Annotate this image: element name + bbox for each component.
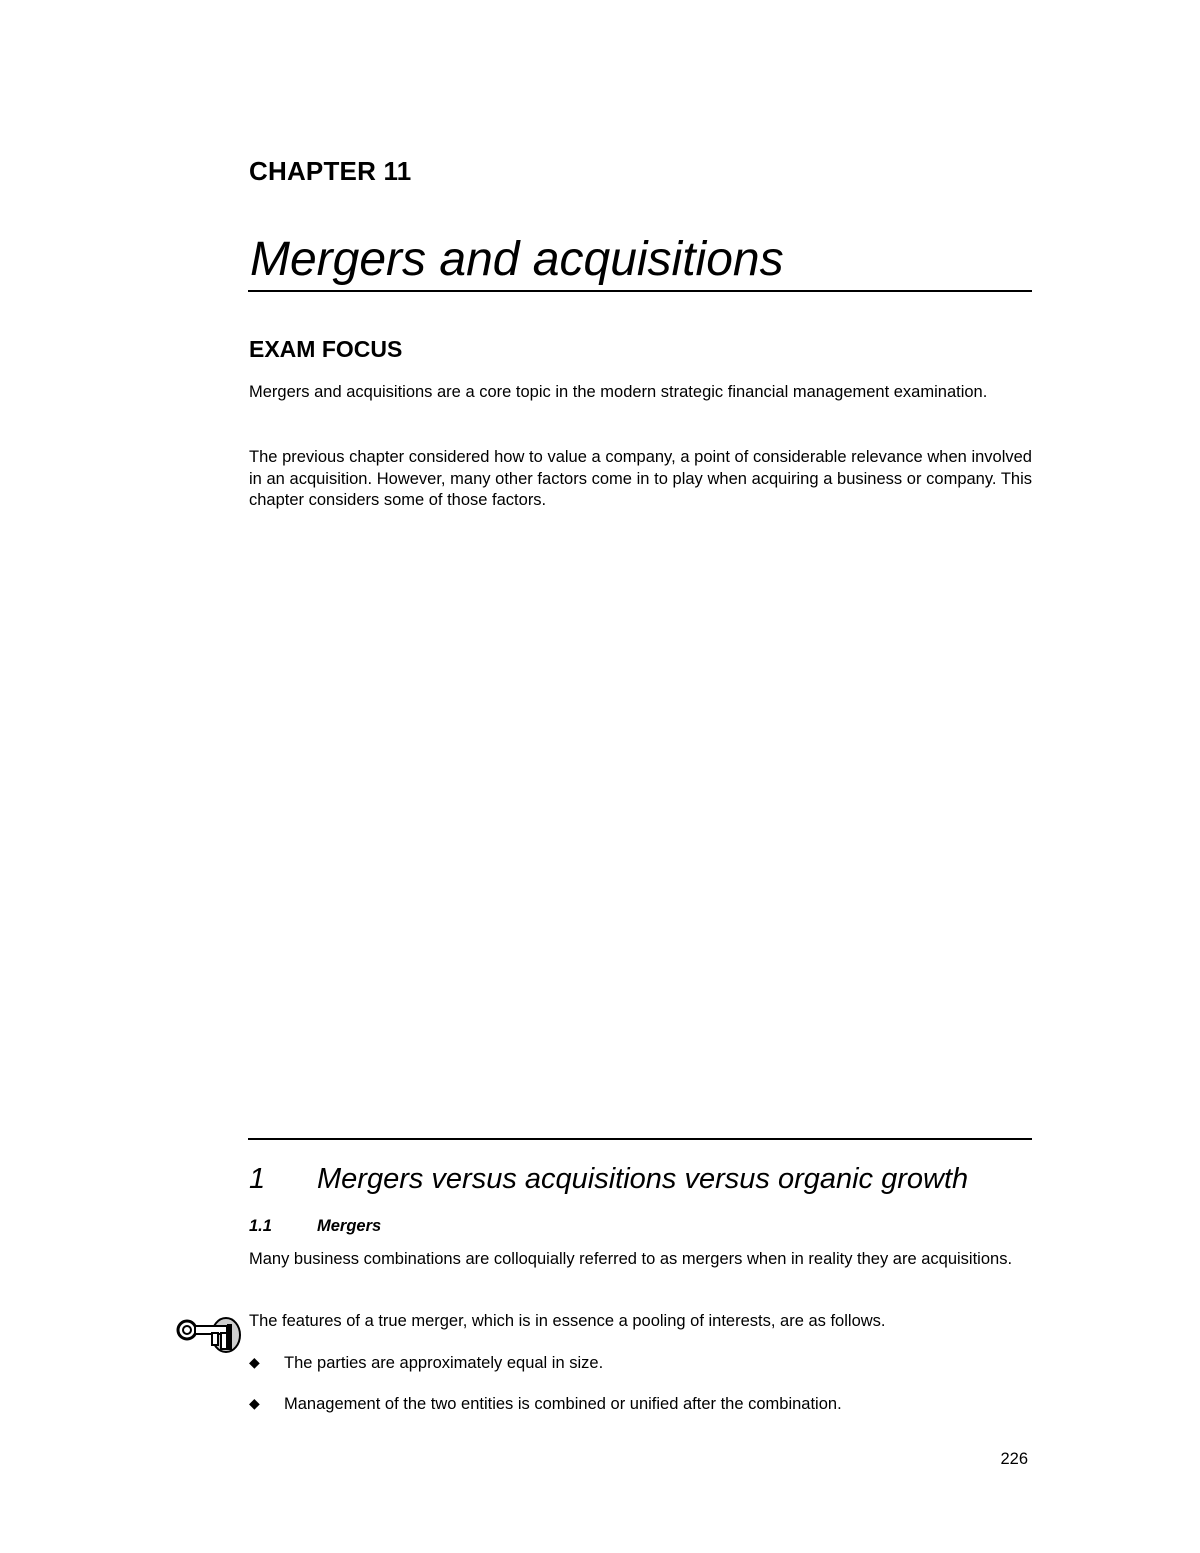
section-heading [249,1163,968,1196]
section-divider [248,1138,1032,1140]
list-item-text: Management of the two entities is combined or unified after the combination. [284,1395,842,1413]
section-number: 1 [249,1163,266,1195]
list-item-text: The parties are approximately equal in size. [284,1354,604,1372]
chapter-label: CHAPTER 11 [249,156,412,186]
chapter-title: Mergers and acquisitions [250,233,784,286]
title-divider [248,290,1032,292]
diamond-bullet-icon: ◆ [249,1354,260,1370]
page-number: 226 [1000,1450,1028,1468]
section-title: Mergers versus acquisitions versus organic growth [317,1163,969,1195]
exam-focus-heading: EXAM FOCUS [249,336,403,362]
exam-focus-paragraph: Mergers and acquisitions are a core topic in the modern strategic financial management examination. [249,383,988,401]
section-paragraph: The features of a true merger, which is in essence a pooling of interests, are as follows. [249,1312,886,1330]
subsection-title: Mergers [317,1217,382,1235]
list-item [249,1352,1032,1375]
list-item [249,1393,1032,1416]
subsection-number: 1.1 [249,1217,272,1235]
diamond-bullet-icon: ◆ [249,1395,260,1411]
subsection-heading [249,1217,381,1236]
section-paragraph: Many business combinations are colloquially referred to as mergers when in reality they are acquisitions. [249,1250,1013,1268]
exam-focus-paragraph: The previous chapter considered how to value a company, a point of considerable relevance when involved in an acquisition. However, many other factors come in to play when acquiring a business or company. This chapter considers some of those factors. [249,448,1032,509]
key-icon [172,1310,244,1356]
